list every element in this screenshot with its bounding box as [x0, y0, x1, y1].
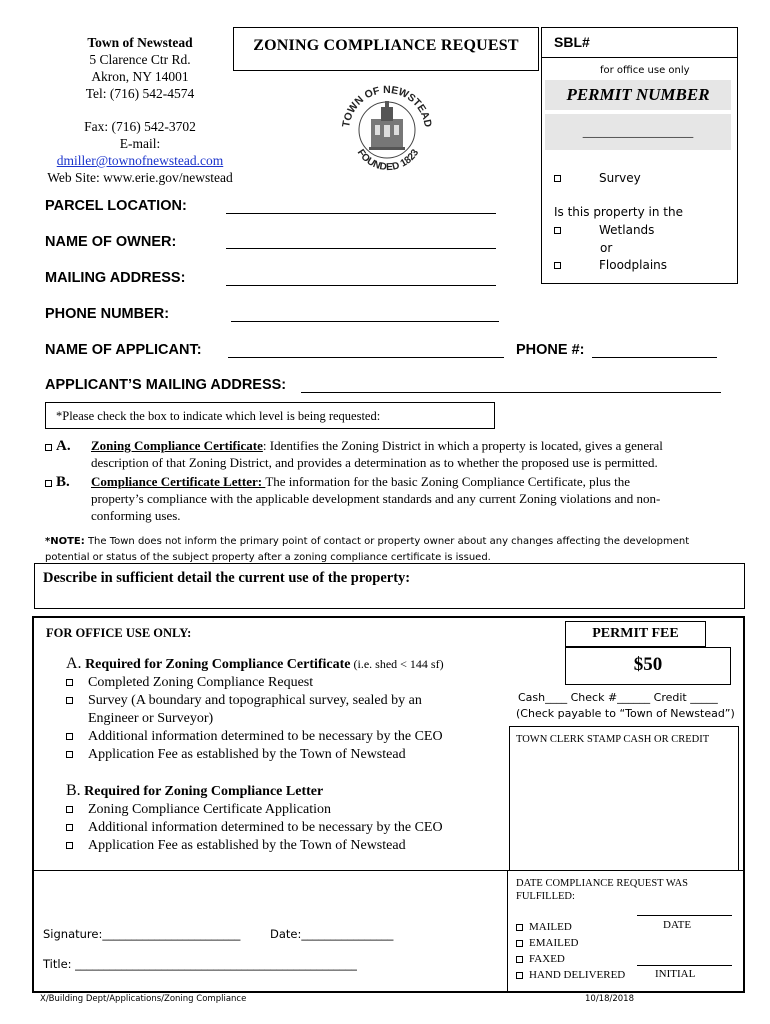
option-b-text-line1: The information for the basic Zoning Compliance Certificate, plus the	[265, 474, 630, 489]
instruction-text: *Please check the box to indicate which level is being requested:	[56, 409, 381, 423]
fulfilled-label: DATE COMPLIANCE REQUEST WAS FULFILLED:	[516, 878, 688, 902]
checklist-a-checkbox-3[interactable]	[66, 733, 73, 740]
hand-delivered-label: HAND DELIVERED	[529, 969, 626, 981]
describe-box[interactable]	[34, 563, 745, 609]
office-section-b	[66, 782, 506, 855]
mailed-label: MAILED	[529, 921, 572, 933]
town-email-label: E-mail:	[119, 136, 161, 151]
survey-checkbox[interactable]	[554, 175, 561, 182]
instruction-box	[45, 402, 495, 429]
town-address-line1: 5 Clarence Ctr Rd.	[89, 52, 191, 67]
describe-label: Describe in sufficient detail the current use of the property:	[43, 570, 411, 586]
payment-note: (Check payable to “Town of Newstead”)	[516, 707, 735, 720]
checklist-a-item-1: Completed Zoning Compliance Request	[88, 675, 314, 690]
or-label: or	[600, 241, 613, 255]
hand-delivered-checkbox[interactable]	[516, 972, 523, 979]
date-label[interactable]: Date:________________	[270, 927, 394, 941]
checklist-b-checkbox-3[interactable]	[66, 842, 73, 849]
option-a-checkbox[interactable]	[45, 444, 52, 451]
wetlands-checkbox[interactable]	[554, 227, 561, 234]
owner-name-input[interactable]	[226, 234, 496, 249]
checklist-b-item-2: Additional information determined to be necessary by the CEO	[88, 820, 443, 835]
office-section-b-title: Required for Zoning Compliance Letter	[84, 784, 324, 799]
delivery-methods	[516, 919, 625, 983]
permit-fee-label: PERMIT FEE	[592, 626, 679, 641]
signature-label[interactable]: Signature:________________________	[43, 927, 241, 941]
permit-fee-amount: $50	[633, 654, 663, 675]
checklist-a-checkbox-2[interactable]	[66, 697, 73, 704]
phone-number-label: PHONE NUMBER:	[45, 306, 170, 322]
checklist-b-checkbox-2[interactable]	[66, 824, 73, 831]
office-use-header: FOR OFFICE USE ONLY:	[46, 626, 192, 640]
emailed-label: EMAILED	[529, 937, 579, 949]
floodplains-label: Floodplains	[599, 258, 668, 272]
sbl-label: SBL#	[554, 34, 590, 50]
applicant-name-input[interactable]	[228, 343, 504, 358]
option-a-letter: A.	[56, 438, 71, 454]
mailing-address-label: MAILING ADDRESS:	[45, 270, 186, 286]
checklist-a-item-4: Application Fee as established by the Town of Newstead	[88, 747, 406, 762]
emailed-checkbox[interactable]	[516, 940, 523, 947]
wetlands-label: Wetlands	[599, 223, 655, 237]
checklist-b-checkbox-1[interactable]	[66, 806, 73, 813]
parcel-location-input[interactable]	[226, 199, 496, 214]
phone-number-input[interactable]	[231, 307, 499, 322]
applicant-phone-label: PHONE #:	[516, 342, 585, 358]
faxed-checkbox[interactable]	[516, 956, 523, 963]
owner-name-label: NAME OF OWNER:	[45, 234, 177, 250]
initial-col-label: INITIAL	[655, 968, 696, 980]
floodplains-checkbox-row[interactable]	[554, 258, 667, 272]
checklist-a-checkbox-4[interactable]	[66, 751, 73, 758]
property-question: Is this property in the	[554, 205, 683, 219]
option-b-text-line2: property’s compliance with the applicable development standards and any current Zoning violations and non-	[91, 491, 661, 506]
town-name: Town of Newstead	[87, 35, 193, 50]
office-section-a-title: Required for Zoning Compliance Certificate	[85, 657, 351, 672]
floodplains-checkbox[interactable]	[554, 262, 561, 269]
seal-top-text: TOWN OF NEWSTEAD	[340, 83, 434, 129]
payment-line: Cash____ Check #______ Credit _____	[518, 691, 718, 704]
town-seal	[335, 75, 439, 179]
permit-number-value: _________________	[582, 124, 694, 139]
date-col-label: DATE	[663, 919, 692, 931]
office-section-b-letter: B.	[66, 782, 81, 799]
faxed-label: FAXED	[529, 953, 565, 965]
option-a-text-line2: description of that Zoning District, and provides a determination as to whether the proposed use is permitted.	[91, 455, 658, 470]
town-email-link[interactable]: dmiller@townofnewstead.com	[56, 153, 224, 168]
applicant-mailing-address-label: APPLICANT’S MAILING ADDRESS:	[45, 377, 287, 393]
town-clerk-stamp-box	[509, 726, 739, 871]
town-website: Web Site: www.erie.gov/newstead	[47, 170, 233, 185]
mailed-checkbox[interactable]	[516, 924, 523, 931]
town-address-line2: Akron, NY 14001	[91, 69, 189, 84]
office-use-note: for office use only	[600, 65, 690, 76]
note-label: *NOTE:	[45, 536, 85, 547]
permit-fee-label-box	[565, 621, 706, 647]
note-line1: The Town does not inform the primary point of contact or property owner about any changes affecting the development	[84, 536, 690, 547]
checklist-a-checkbox-1[interactable]	[66, 679, 73, 686]
note-line2: potential or status of the subject property after a zoning compliance certificate is issued.	[45, 552, 491, 563]
permit-number-value-box[interactable]	[545, 114, 731, 150]
parcel-location-label: PARCEL LOCATION:	[45, 198, 187, 214]
permit-fee-amount-box	[565, 647, 731, 685]
survey-checkbox-row[interactable]	[554, 171, 641, 185]
wetlands-checkbox-row[interactable]	[554, 223, 654, 237]
checklist-a-item-3: Additional information determined to be necessary by the CEO	[88, 729, 443, 744]
applicant-name-label: NAME OF APPLICANT:	[45, 342, 202, 358]
sbl-box	[541, 27, 738, 284]
form-title: ZONING COMPLIANCE REQUEST	[253, 37, 519, 54]
option-a-title: Zoning Compliance Certificate	[91, 438, 263, 453]
option-b-title: Compliance Certificate Letter:	[91, 474, 266, 489]
stamp-label: TOWN CLERK STAMP CASH OR CREDIT	[516, 734, 710, 745]
note	[45, 534, 745, 566]
town-info	[40, 34, 240, 186]
option-a-text-line1: : Identifies the Zoning District in which a property is located, gives a general	[262, 438, 663, 453]
option-b-checkbox[interactable]	[45, 480, 52, 487]
survey-label: Survey	[599, 171, 641, 185]
form-title-box	[233, 27, 539, 71]
checklist-b-item-3: Application Fee as established by the Town of Newstead	[88, 838, 406, 853]
option-b-text-line3: conforming uses.	[91, 508, 181, 523]
footer-path: X/Building Dept/Applications/Zoning Compliance	[40, 994, 247, 1004]
checklist-a-item-2-cont: Engineer or Surveyor)	[88, 711, 214, 726]
applicant-mailing-address-input[interactable]	[301, 378, 721, 393]
office-section-a-note: (i.e. shed < 144 sf)	[350, 657, 444, 671]
seal-graphic	[335, 75, 439, 179]
permit-number-label: PERMIT NUMBER	[566, 85, 710, 104]
town-tel: Tel: (716) 542-4574	[85, 86, 195, 101]
office-section-a	[66, 655, 506, 764]
office-section-a-letter: A.	[66, 655, 82, 672]
seal-bottom-text: FOUNDED 1823	[354, 147, 422, 174]
town-fax: Fax: (716) 542-3702	[84, 119, 196, 134]
option-b-letter: B.	[56, 474, 70, 490]
mailing-address-input[interactable]	[226, 271, 496, 286]
checklist-b-item-1: Zoning Compliance Certificate Application	[88, 802, 331, 817]
title-label[interactable]: Title: _________________________________________________	[43, 957, 357, 971]
checklist-a-item-2: Survey (A boundary and topographical survey, sealed by an	[88, 693, 422, 708]
svg-text:FOUNDED 1823	[355, 147, 422, 173]
applicant-phone-input[interactable]	[592, 343, 717, 358]
footer-date: 10/18/2018	[585, 994, 634, 1004]
permit-number-label-box	[545, 80, 731, 110]
